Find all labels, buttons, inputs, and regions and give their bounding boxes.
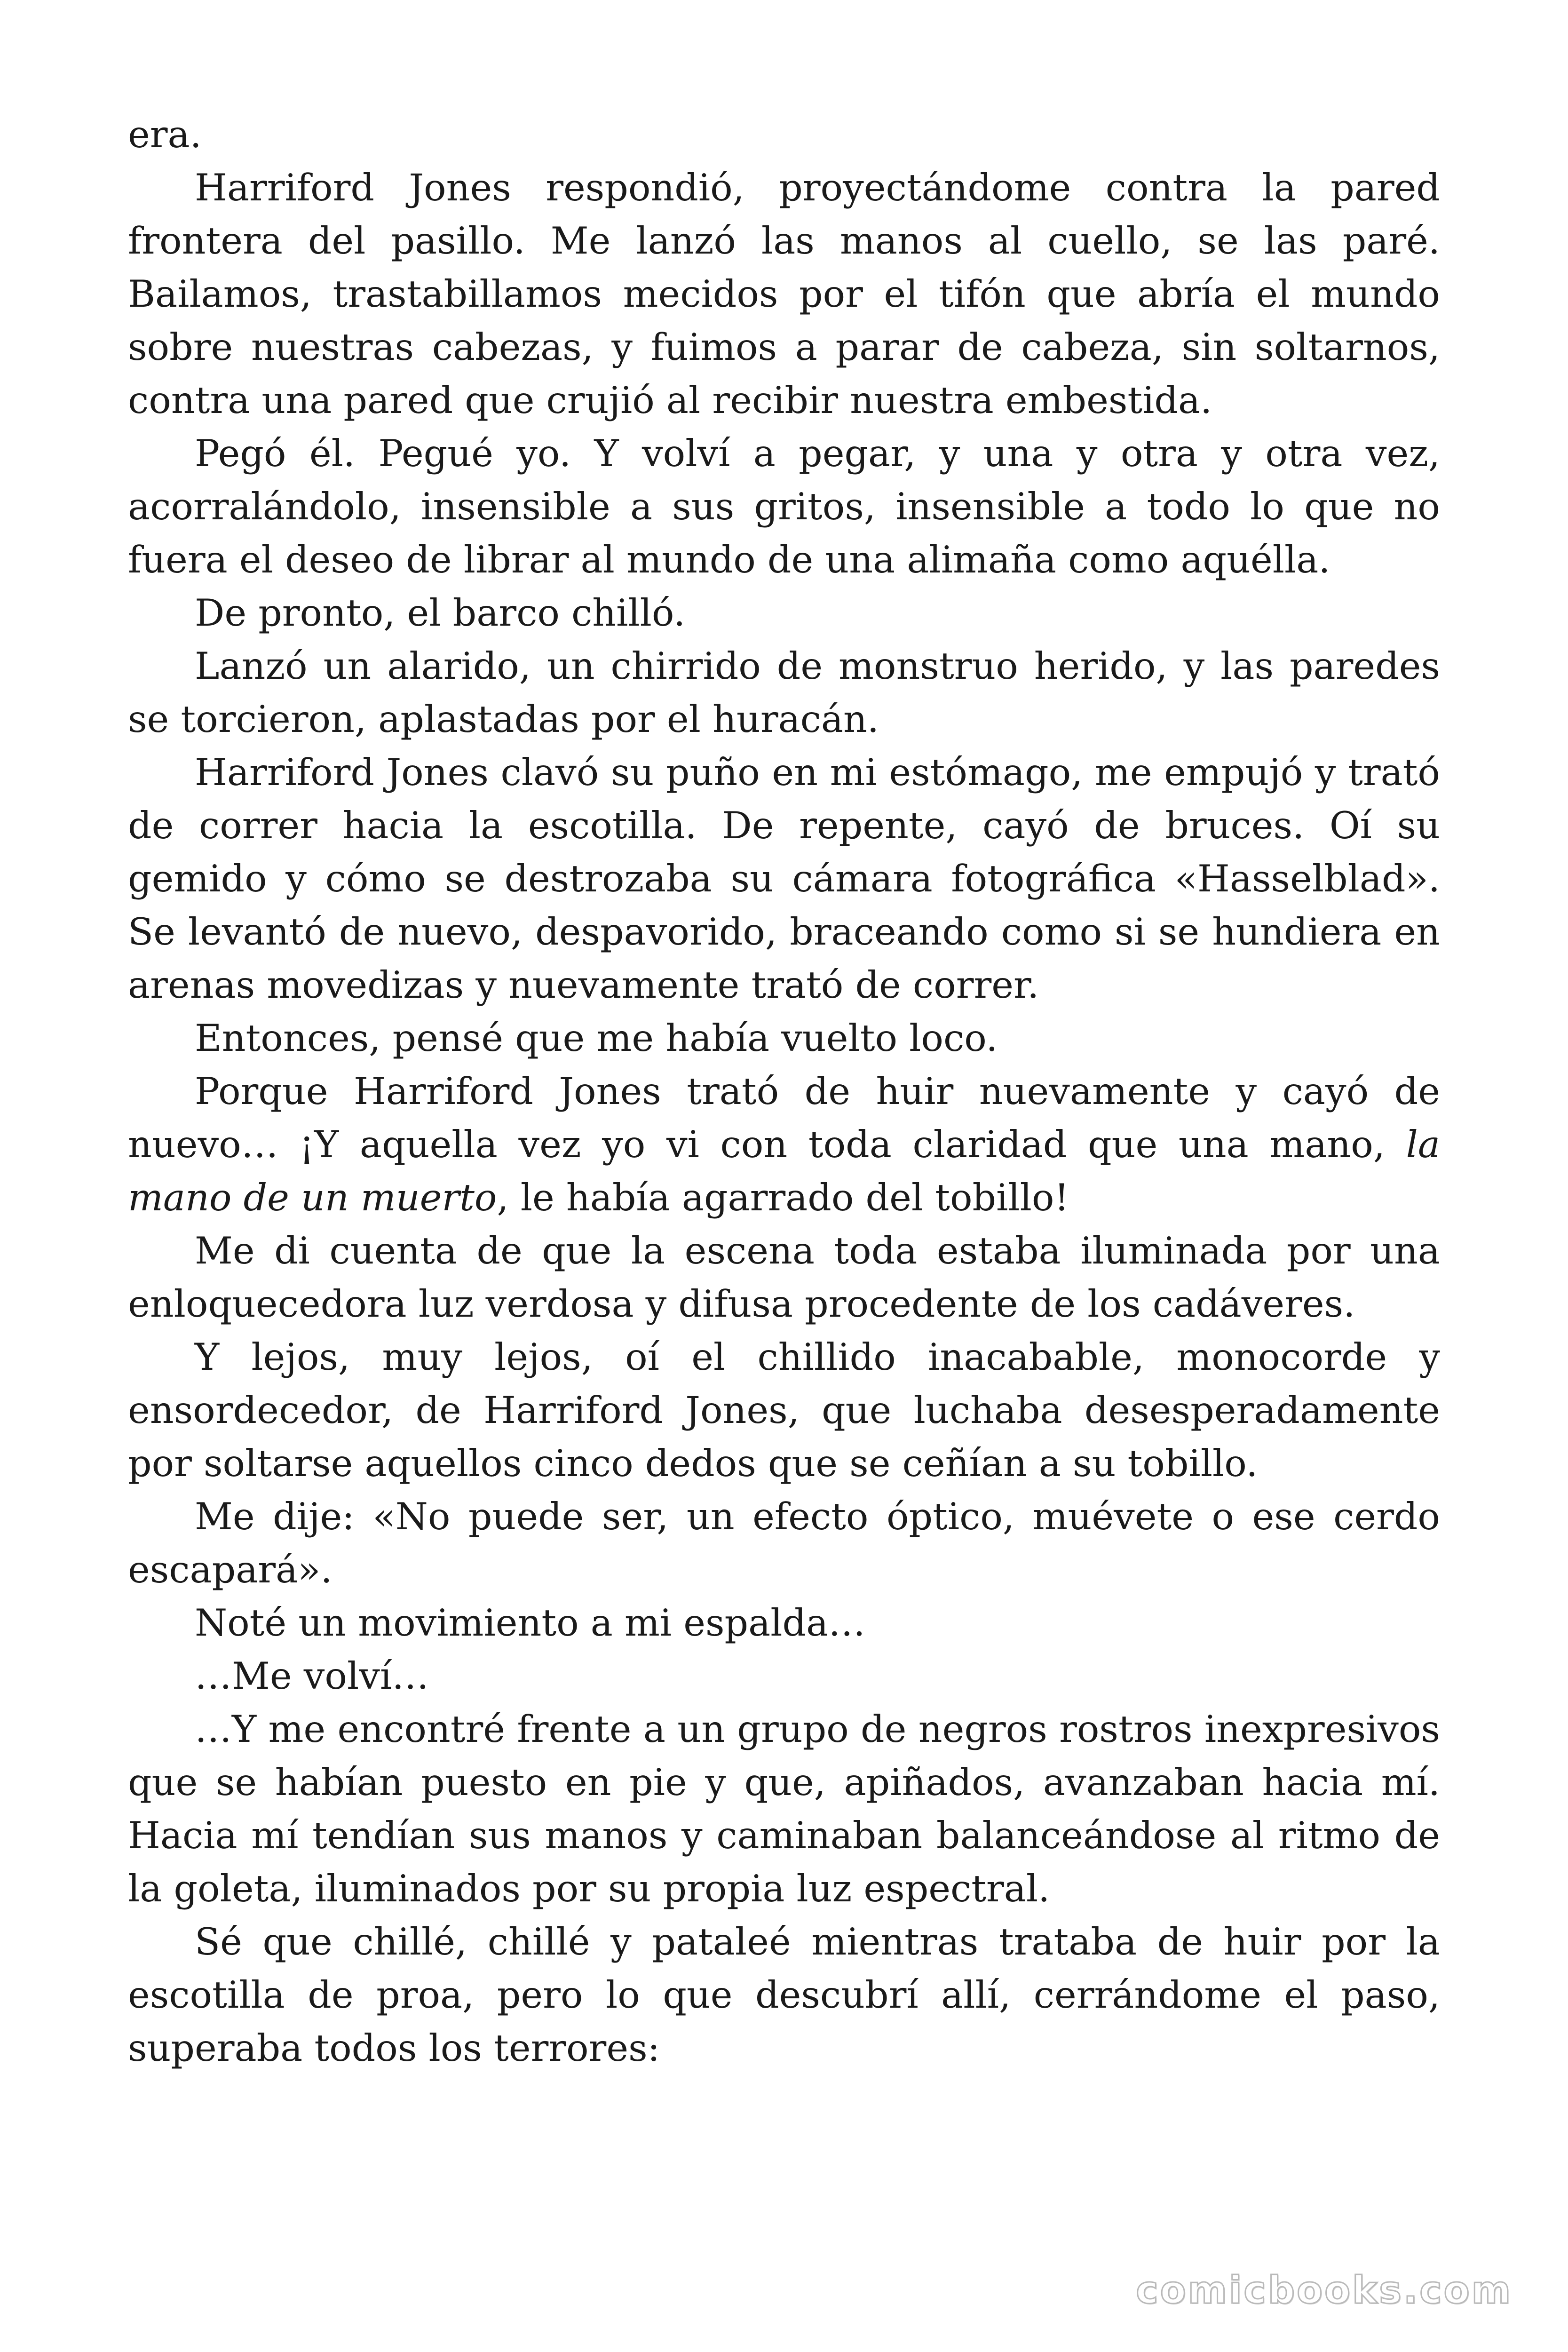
paragraph-3: Pegó él. Pegué yo. Y volví a pegar, y una y otra y otra vez, acorralándolo, insensible a sus gritos, insensible a todo lo que no fuera el deseo de librar al mundo de una alimaña como aquélla. [128, 432, 1440, 581]
paragraph-15: Sé que chillé, chillé y pataleé mientras trataba de huir por la escotilla de proa, pero lo que descubrí allí, cerrándome el paso, superaba todos los terrores: [128, 1920, 1440, 2070]
paragraph-8-text-before: Porque Harriford Jones trató de huir nuevamente y cayó de nuevo… ¡Y aquella vez yo vi con toda claridad que una mano, [128, 1070, 1440, 1166]
paragraph-2: Harriford Jones respondió, proyectándome contra la pared frontera del pasillo. Me lanzó las manos al cuello, se las paré. Bailamos, trastabillamos mecidos por el tifón que abría el mundo sobre nuestras cabezas, y fuimos a parar de cabeza, sin soltarnos, contra una pared que crujió al recibir nuestra embestida. [128, 166, 1440, 422]
paragraph-9: Me di cuenta de que la escena toda estaba iluminada por una enloquecedora luz verdosa y difusa procedente de los cadáveres. [128, 1229, 1440, 1326]
paragraph-14: …Y me encontré frente a un grupo de negros rostros inexpresivos que se habían puesto en pie y que, apiñados, avanzaban hacia mí. Hacia mí tendían sus manos y caminaban balanceándose al ritmo de la goleta, iluminados por su propia luz espectral. [128, 1708, 1440, 1910]
paragraph-6: Harriford Jones clavó su puño en mi estómago, me empujó y trató de correr hacia la escotilla. De repente, cayó de bruces. Oí su gemido y cómo se destrozaba su cámara fotográfica «Hasselblad». Se levantó de nuevo, despavorido, braceando como si se hundiera en arenas movedizas y nuevamente trató de correr. [128, 751, 1440, 1007]
paragraph-13: …Me volví… [195, 1654, 429, 1698]
paragraph-12: Noté un movimiento a mi espalda… [195, 1601, 866, 1645]
paragraph-10: Y lejos, muy lejos, oí el chillido inacabable, monocorde y ensordecedor, de Harriford Jones, que luchaba desesperadamente por soltarse aquellos cinco dedos que se ceñían a su tobillo. [128, 1335, 1440, 1485]
paragraph-11: Me dije: «No puede ser, un efecto óptico, muévete o ese cerdo escapará». [128, 1495, 1440, 1591]
paragraph-1: era. [128, 113, 202, 156]
paragraph-8-italic-phrase: la mano de un muerto [128, 1123, 1440, 1219]
watermark: comicbooks.com [1136, 2268, 1513, 2312]
paragraph-7: Entonces, pensé que me había vuelto loco. [195, 1017, 998, 1060]
paragraph-4: De pronto, el barco chilló. [195, 591, 686, 635]
book-page-text [128, 108, 1440, 2075]
paragraph-8-text-after: , le había agarrado del tobillo! [497, 1176, 1069, 1219]
paragraph-5: Lanzó un alarido, un chirrido de monstruo herido, y las paredes se torcieron, aplastadas por el huracán. [128, 644, 1440, 741]
paragraph-8 [128, 1065, 1440, 1224]
